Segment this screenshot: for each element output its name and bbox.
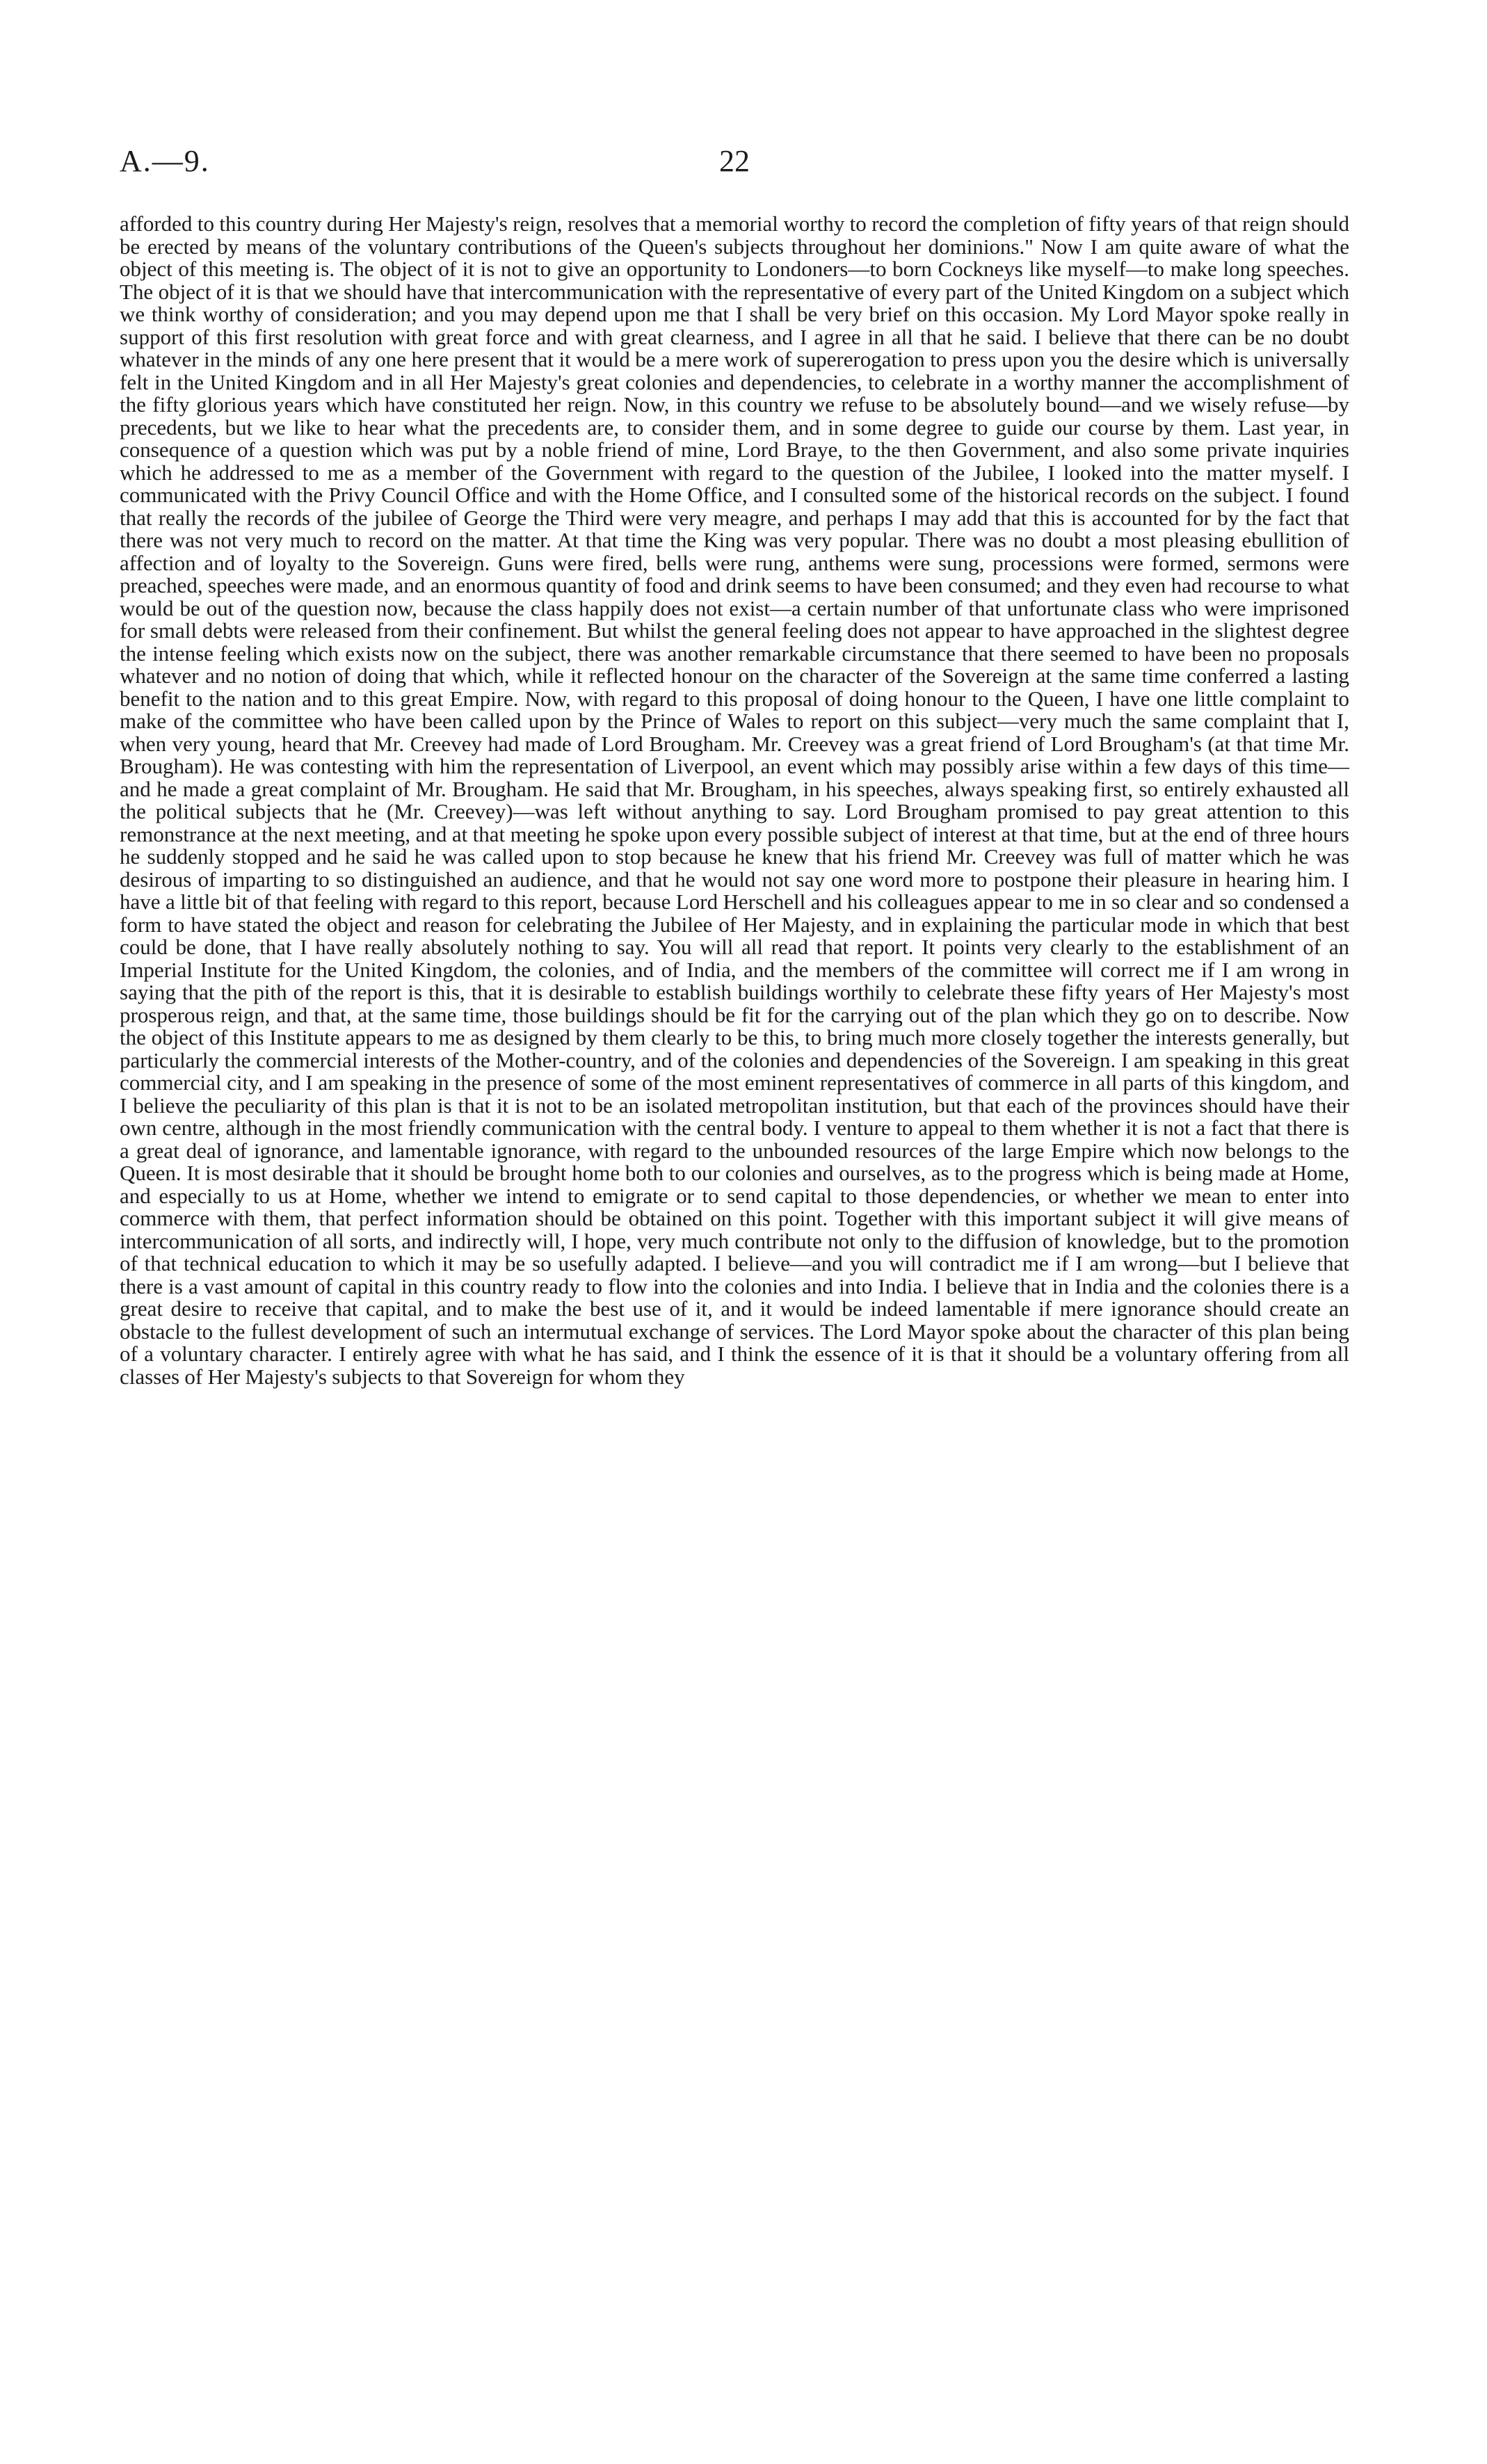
body-text [120,213,1349,1388]
page-header [120,143,1349,192]
paragraph: afforded to this country during Her Majesty's reign, resolves that a memorial worthy to record the completion of fifty years of that reign should be erected by means of the voluntary contributions of the Queen's subjects throughout her dominions." Now I am quite aware of what the object of this meeting is. The object of it is not to give an opportunity to Londoners—to born Cockneys like myself—to make long speeches. The object of it is that we should have that intercommunication with the representative of every part of the United Kingdom on a subject which we think worthy of consideration; and you may depend upon me that I shall be very brief on this occasion. My Lord Mayor spoke really in support of this first resolution with great force and with great clearness, and I agree in all that he said. I believe that there can be no doubt whatever in the minds of any one here present that it would be a mere work of supererogation to press upon you the desire which is universally felt in the United Kingdom and in all Her Majesty's great colonies and dependencies, to celebrate in a worthy manner the accomplishment of the fifty glorious years which have constituted her reign. Now, in this country we refuse to be absolutely bound—and we wisely refuse—by precedents, but we like to hear what the precedents are, to consider them, and in some degree to guide our course by them. Last year, in consequence of a question which was put by a noble friend of mine, Lord Braye, to the then Government, and also some private inquiries which he addressed to me as a member of the Government with regard to the question of the Jubilee, I looked into the matter myself. I communicated with the Privy Council Office and with the Home Office, and I consulted some of the historical records on the subject. I found that really the records of the jubilee of George the Third were very meagre, and perhaps I may add that this is accounted for by the fact that there was not very much to record on the matter. At that time the King was very popular. There was no doubt a most pleasing ebullition of affection and of loyalty to the Sovereign. Guns were fired, bells were rung, anthems were sung, processions were formed, sermons were preached, speeches were made, and an enormous quantity of food and drink seems to have been consumed; and they even had recourse to what would be out of the question now, because the class happily does not exist—a certain number of that unfortunate class who were imprisoned for small debts were released from their confinement. But whilst the general feeling does not appear to have approached in the slightest degree the intense feeling which exists now on the subject, there was another remarkable circumstance that there seemed to have been no proposals whatever and no notion of doing that which, while it reflected honour on the character of the Sovereign at the same time conferred a lasting benefit to the nation and to this great Empire. Now, with regard to this proposal of doing honour to the Queen, I have one little complaint to make of the committee who have been called upon by the Prince of Wales to report on this subject—very much the same complaint that I, when very young, heard that Mr. Creevey had made of Lord Brougham. Mr. Creevey was a great friend of Lord Brougham's (at that time Mr. Brougham). He was contesting with him the representation of Liverpool, an event which may possibly arise within a few days of this time—and he made a great complaint of Mr. Brougham. He said that Mr. Brougham, in his speeches, always speaking first, so entirely exhausted all the political subjects that he (Mr. Creevey)—was left without anything to say. Lord Brougham promised to pay great attention to this remonstrance at the next meeting, and at that meeting he spoke upon every possible subject of interest at that time, but at the end of three hours he suddenly stopped and he said he was called upon to stop because he knew that his friend Mr. Creevey was full of matter which he was desirous of imparting to so distinguished an audience, and that he would not say one word more to postpone their pleasure in hearing him. I have a little bit of that feeling with regard to this report, because Lord Herschell and his colleagues appear to me in so clear and so condensed a form to have stated the object and reason for celebrating the Jubilee of Her Majesty, and in explaining the particular mode in which that best could be done, that I have really absolutely nothing to say. You will all read that report. It points very clearly to the establishment of an Imperial Institute for the United Kingdom, the colonies, and of India, and the members of the committee will correct me if I am wrong in saying that the pith of the report is this, that it is desirable to establish buildings worthily to celebrate these fifty years of Her Majesty's most prosperous reign, and that, at the same time, those buildings should be fit for the carrying out of the plan which they go on to describe. Now the object of this Institute appears to me as designed by them clearly to be this, to bring much more closely together the interests generally, but particularly the commercial interests of the Mother-country, and of the colonies and dependencies of the Sovereign. I am speaking in this great commercial city, and I am speaking in the presence of some of the most eminent representatives of commerce in all parts of this kingdom, and I believe the peculiarity of this plan is that it is not to be an isolated metropolitan institution, but that each of the provinces should have their own centre, although in the most friendly communication with the central body. I venture to appeal to them whether it is not a fact that there is a great deal of ignorance, and lamentable ignorance, with regard to the unbounded resources of the large Empire which now belongs to the Queen. It is most desirable that it should be brought home both to our colonies and ourselves, as to the progress which is being made at Home, and especially to us at Home, whether we intend to emigrate or to send capital to those dependencies, or whether we mean to enter into commerce with them, that perfect information should be obtained on this point. Together with this important subject it will give means of intercommunication of all sorts, and indirectly will, I hope, very much contribute not only to the diffusion of knowledge, but to the promotion of that technical education to which it may be so usefully adapted. I believe—and you will contradict me if I am wrong—but I believe that there is a vast amount of capital in this country ready to flow into the colonies and into India. I believe that in India and the colonies there is a great desire to receive that capital, and to make the best use of it, and it would be indeed lamentable if mere ignorance should create an obstacle to the fullest development of such an intermutual exchange of services. The Lord Mayor spoke about the character of this plan being of a voluntary character. I entirely agree with what he has said, and I think the essence of it is that it should be a voluntary offering from all classes of Her Majesty's subjects to that Sovereign for whom they [120,211,1349,1389]
series-code: A.—9. [120,144,210,178]
page-number: 22 [719,144,750,178]
